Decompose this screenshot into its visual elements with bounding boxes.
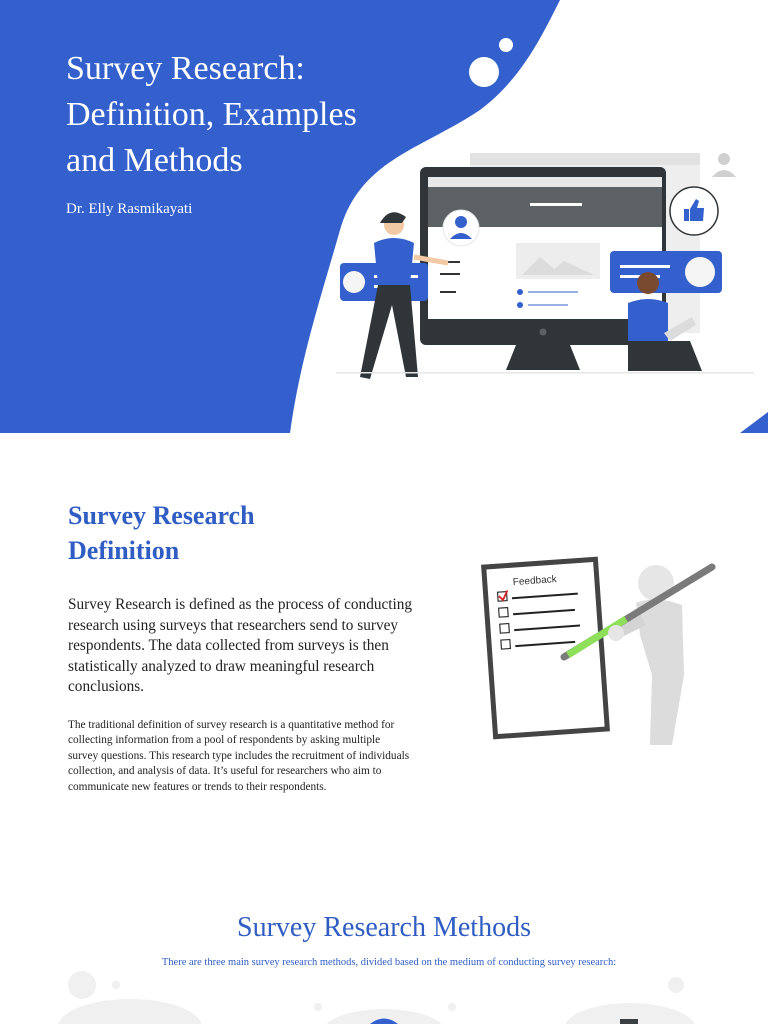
ghost-user-icon <box>712 153 736 177</box>
hero-banner <box>0 0 768 433</box>
survey-illustration <box>330 145 760 395</box>
definition-heading: Survey Research Definition <box>68 501 255 565</box>
methods-heading: Survey Research Methods <box>237 912 531 943</box>
feedback-illustration <box>476 555 726 755</box>
definition-paragraph-secondary: The traditional definition of survey research is a quantitative method for collecting information from a pool of respondents by asking multiple survey questions. This research type includes the recruitment of individuals collection, and analysis of data. It’s useful for researchers who aim to communicate new features or trends to their respondents. <box>68 719 410 793</box>
author-name: Dr. Elly Rasmikayati <box>66 201 193 217</box>
thumbs-up-icon <box>670 187 718 235</box>
user-profile-icon <box>443 210 479 246</box>
methods-decorations <box>0 965 768 1024</box>
hero-title: Survey Research: Definition, Examples and Methods <box>66 50 357 179</box>
feedback-label: Feedback <box>512 574 558 589</box>
methods-subtitle: There are three main survey research methods, divided based on the medium of conducting survey research: <box>161 957 617 968</box>
definition-paragraph-primary: Survey Research is defined as the process of conducting research using surveys that researchers send to survey respondents. The data collected from surveys is then statistically analyzed to draw meaningful research conclusions. <box>68 596 413 696</box>
